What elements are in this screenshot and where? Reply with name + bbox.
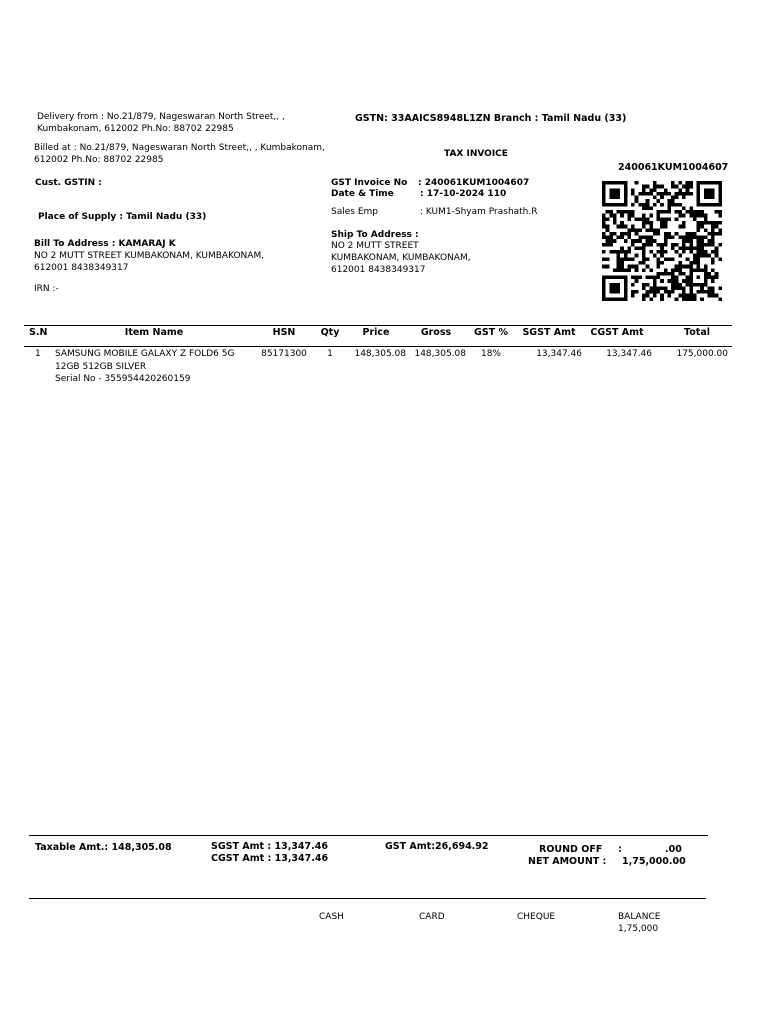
table-row [24, 346, 732, 386]
sales-emp-label: Sales Emp [331, 207, 378, 217]
cell-sn: 1 [35, 349, 41, 359]
items-table [24, 327, 732, 386]
ship-to-title: Ship To Address : [331, 230, 419, 240]
qr-code-icon [599, 181, 725, 301]
sales-emp-value: : KUM1-Shyam Prashath.R [420, 207, 538, 217]
col-item-name: Item Name [124, 327, 184, 338]
delivery-from-line1: Delivery from : No.21/879, Nageswaran North Street,, , [37, 112, 285, 122]
sgst-amount: SGST Amt : 13,347.46 [211, 841, 328, 852]
round-off-label: ROUND OFF [539, 844, 603, 855]
cell-price: 148,305.08 [354, 349, 406, 359]
cell-total: 175,000.00 [676, 349, 728, 359]
bill-to-title: Bill To Address : KAMARAJ K [34, 239, 176, 249]
item-name-line1: SAMSUNG MOBILE GALAXY Z FOLD6 5G [55, 349, 235, 359]
gst-amount: GST Amt:26,694.92 [385, 841, 489, 852]
ship-to-line1: NO 2 MUTT STREET [331, 241, 419, 251]
irn-label: IRN :- [34, 284, 59, 294]
payment-top-rule [29, 898, 706, 899]
col-total: Total [684, 327, 710, 338]
col-gst: GST % [474, 327, 508, 338]
date-time-value: : 17-10-2024 110 [420, 189, 507, 199]
net-amount-label: NET AMOUNT : [528, 856, 607, 867]
col-qty: Qty [320, 327, 340, 338]
col-sgst: SGST Amt [522, 327, 576, 338]
balance-value: 1,75,000 [618, 924, 659, 934]
round-off-colon: : [618, 844, 622, 855]
customer-gstin: Cust. GSTIN : [35, 178, 102, 188]
cell-qty: 1 [327, 349, 333, 359]
cell-item-name [54, 346, 254, 386]
gstin-branch: GSTN: 33AAICS8948L1ZN Branch : Tamil Nadu (33) [355, 113, 627, 124]
net-amount-value: 1,75,000.00 [622, 856, 686, 867]
payment-cash: CASH [319, 912, 344, 922]
payment-card: CARD [419, 912, 445, 922]
totals-top-rule [29, 835, 708, 836]
ship-to-line3: 612001 8438349317 [331, 265, 426, 275]
item-name-line2: 12GB 512GB SILVER [55, 361, 147, 372]
document-title: TAX INVOICE [444, 149, 508, 159]
cell-gst: 18% [480, 349, 501, 359]
gst-invoice-value: : 240061KUM1004607 [418, 178, 530, 188]
col-gross: Gross [420, 327, 452, 338]
bill-to-line2: 612001 8438349317 [34, 263, 129, 273]
col-cgst: CGST Amt [590, 327, 644, 338]
billed-at-line1: Billed at : No.21/879, Nageswaran North Street,, , Kumbakonam, [34, 143, 325, 153]
table-top-rule [24, 325, 732, 326]
invoice-reference: 240061KUM1004607 [618, 162, 729, 173]
payment-cheque: CHEQUE [517, 912, 556, 922]
col-sn: S.N [29, 327, 48, 338]
cell-cgst: 13,347.46 [606, 349, 652, 359]
billed-at-line2: 612002 Ph.No: 88702 22985 [34, 155, 164, 165]
delivery-from-line2: Kumbakonam, 612002 Ph.No: 88702 22985 [37, 124, 234, 134]
table-header-row [24, 327, 732, 346]
item-serial: Serial No - 355954420260159 [55, 374, 191, 384]
bill-to-line1: NO 2 MUTT STREET KUMBAKONAM, KUMBAKONAM, [34, 251, 265, 261]
col-hsn: HSN [272, 327, 296, 338]
col-price: Price [362, 327, 390, 338]
cgst-amount: CGST Amt : 13,347.46 [211, 853, 329, 864]
place-of-supply: Place of Supply : Tamil Nadu (33) [38, 212, 207, 222]
balance-label: BALANCE [618, 912, 661, 922]
taxable-amount: Taxable Amt.: 148,305.08 [35, 842, 172, 853]
cell-gross: 148,305.08 [414, 349, 466, 359]
cell-sgst: 13,347.46 [536, 349, 582, 359]
cell-hsn: 85171300 [261, 349, 307, 359]
ship-to-line2: KUMBAKONAM, KUMBAKONAM, [331, 253, 471, 263]
date-time-label: Date & Time [331, 189, 394, 199]
round-off-value: .00 [665, 844, 682, 855]
gst-invoice-label: GST Invoice No [331, 178, 408, 188]
